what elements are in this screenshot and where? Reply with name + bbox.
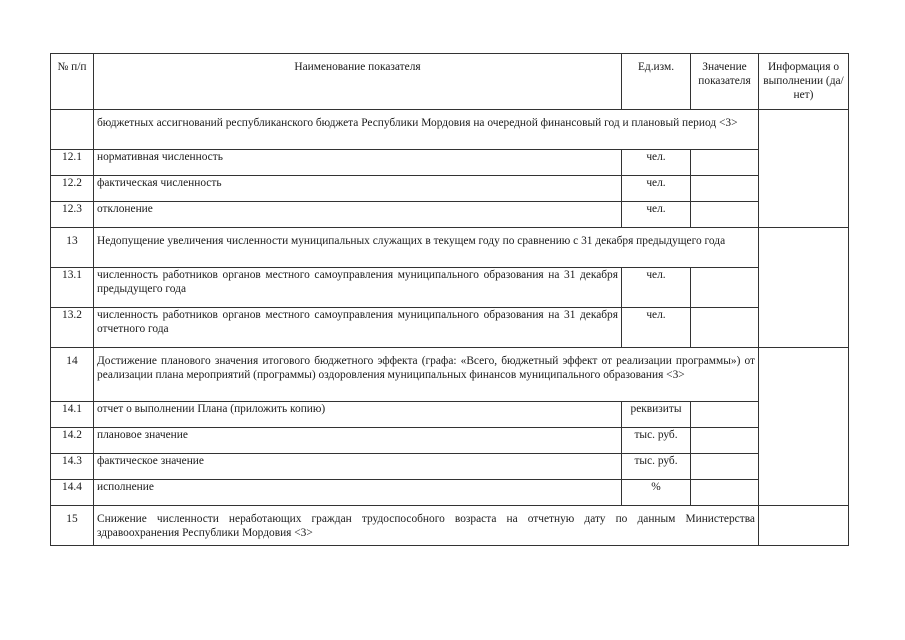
row-info-cell <box>759 506 849 546</box>
row-name: плановое значение <box>94 428 622 454</box>
row-unit: тыс. руб. <box>622 454 691 480</box>
row-info-cell <box>759 110 849 228</box>
row-name: отчет о выполнении Плана (приложить копию) <box>94 402 622 428</box>
table-row <box>51 308 849 348</box>
row-num: 14.3 <box>51 454 94 480</box>
row-name: отклонение <box>94 202 622 228</box>
table-row <box>51 428 849 454</box>
table-row <box>51 268 849 308</box>
row-num: 14.2 <box>51 428 94 454</box>
row-num: 13 <box>51 228 94 268</box>
table-row <box>51 402 849 428</box>
table-row <box>51 202 849 228</box>
table-row <box>51 480 849 506</box>
header-unit: Ед.изм. <box>622 54 691 110</box>
row-value-cell <box>691 480 759 506</box>
row-unit: чел. <box>622 176 691 202</box>
table-header-row <box>51 54 849 110</box>
row-name: Достижение планового значения итогового бюджетного эффекта (графа: «Всего, бюджетный эффект от реализации программы») от реализации плана мероприятий (программы) оздоровления муниципальных финансов муниципального образования <3> <box>94 348 759 402</box>
table-row <box>51 348 849 402</box>
row-unit: % <box>622 480 691 506</box>
row-num: 12.1 <box>51 150 94 176</box>
row-value-cell <box>691 150 759 176</box>
row-name: численность работников органов местного самоуправления муниципального образования на 31 декабря отчетного года <box>94 308 622 348</box>
row-name: фактическая численность <box>94 176 622 202</box>
row-name: численность работников органов местного самоуправления муниципального образования на 31 декабря предыдущего года <box>94 268 622 308</box>
table-row <box>51 228 849 268</box>
table-row <box>51 150 849 176</box>
row-value-cell <box>691 308 759 348</box>
table-row <box>51 506 849 546</box>
row-name: Снижение численности неработающих граждан трудоспособного возраста на отчетную дату по данным Министерства здравоохранения Республики Мордовия <3> <box>94 506 759 546</box>
table-row <box>51 454 849 480</box>
row-unit: чел. <box>622 268 691 308</box>
row-num: 13.2 <box>51 308 94 348</box>
row-unit: чел. <box>622 308 691 348</box>
indicators-table <box>50 53 849 546</box>
row-unit: тыс. руб. <box>622 428 691 454</box>
header-info: Информация о выполнении (да/ нет) <box>759 54 849 110</box>
row-name: фактическое значение <box>94 454 622 480</box>
row-name: нормативная численность <box>94 150 622 176</box>
row-info-cell <box>759 228 849 348</box>
header-value: Значение показателя <box>691 54 759 110</box>
row-value-cell <box>691 428 759 454</box>
row-info-cell <box>759 348 849 506</box>
row-num: 14.4 <box>51 480 94 506</box>
row-name: исполнение <box>94 480 622 506</box>
row-num: 13.1 <box>51 268 94 308</box>
header-name: Наименование показателя <box>94 54 622 110</box>
row-num: 14 <box>51 348 94 402</box>
row-name: бюджетных ассигнований республиканского бюджета Республики Мордовия на очередной финансовый год и плановый период <3> <box>94 110 759 150</box>
row-unit: реквизиты <box>622 402 691 428</box>
row-value-cell <box>691 202 759 228</box>
row-num <box>51 110 94 150</box>
row-unit: чел. <box>622 150 691 176</box>
header-num: № п/п <box>51 54 94 110</box>
row-num: 15 <box>51 506 94 546</box>
table-row <box>51 176 849 202</box>
row-value-cell <box>691 176 759 202</box>
row-num: 12.2 <box>51 176 94 202</box>
row-value-cell <box>691 402 759 428</box>
row-value-cell <box>691 454 759 480</box>
row-name: Недопущение увеличения численности муниципальных служащих в текущем году по сравнению с 31 декабря предыдущего года <box>94 228 759 268</box>
row-num: 14.1 <box>51 402 94 428</box>
row-value-cell <box>691 268 759 308</box>
row-unit: чел. <box>622 202 691 228</box>
row-num: 12.3 <box>51 202 94 228</box>
table-row <box>51 110 849 150</box>
